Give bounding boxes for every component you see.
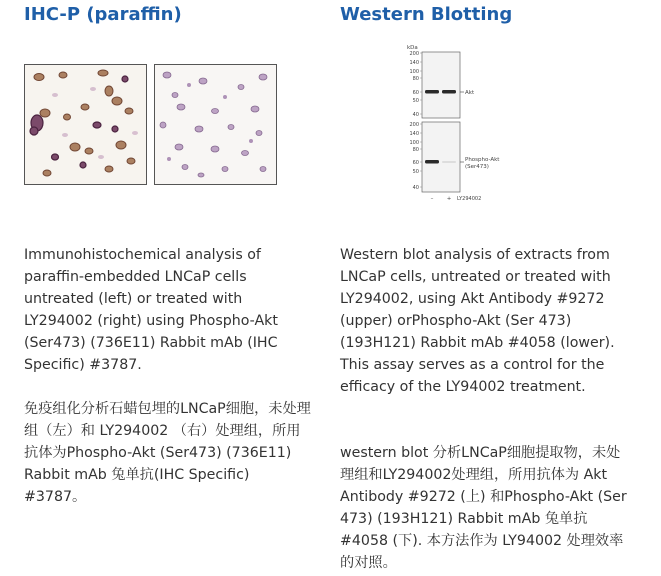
lane-plus-label: + — [446, 196, 452, 202]
marker-lower-50: 50 — [412, 169, 419, 175]
wb-heading: Western Blotting — [340, 4, 513, 25]
markers-lower — [409, 122, 419, 191]
blot-panel-upper — [422, 52, 460, 118]
micrograph-treated — [154, 64, 277, 185]
marker-upper-100: 100 — [409, 69, 419, 75]
band-upper-lane2 — [442, 90, 456, 94]
marker-upper-200: 200 — [409, 51, 419, 57]
marker-lower-60: 60 — [412, 160, 419, 166]
marker-lower-200: 200 — [409, 122, 419, 128]
band-upper-label: Akt — [465, 90, 475, 96]
ihc-heading: IHC-P (paraffin) — [24, 4, 182, 25]
ihc-caption-en: Immunohistochemical analysis of paraffin-embedded LNCaP cells untreated (left) or treated with LY294002 (right) using Phospho-Akt (Ser473) (736E11) Rabbit mAb (IHC Specific) #3787. — [24, 247, 278, 373]
marker-upper-140: 140 — [409, 60, 419, 66]
marker-upper-60: 60 — [412, 90, 419, 96]
band-lower-lane1 — [425, 160, 439, 164]
blot-panel-lower — [422, 122, 460, 192]
marker-lower-100: 100 — [409, 140, 419, 146]
treatment-label: LY294002 — [457, 196, 482, 202]
lane-minus-label: – — [430, 196, 434, 202]
kda-label: kDa — [407, 45, 418, 51]
ihc-caption-zh: 免疫组化分析石蜡包埋的LNCaP细胞，未处理组（左）和 LY294002 （右）处理组，所用抗体为Phospho-Akt (Ser473) (736E11) Rabbit mAb 兔单抗(IHC Specific) #3787。 — [24, 401, 311, 505]
wb-caption-en: Western blot analysis of extracts from LNCaP cells, untreated or treated with LY294002, using Akt Antibody #9272 (upper) orPhospho-Akt (Ser 473) (193H121) Rabbit mAb #4058 (lower). This assay serves as a control for the efficacy of the LY94002 treatment. — [340, 247, 615, 395]
band-lower-label-1: Phospho-Akt — [465, 157, 500, 163]
western-blot-figure — [395, 40, 585, 210]
marker-lower-40: 40 — [412, 185, 419, 191]
marker-upper-40: 40 — [412, 112, 419, 118]
micrograph-untreated-image — [25, 65, 146, 184]
ihc-section — [24, 0, 314, 505]
western-blot-section — [340, 0, 640, 571]
band-upper-lane1 — [425, 90, 439, 94]
marker-upper-80: 80 — [412, 76, 419, 82]
marker-lower-140: 140 — [409, 131, 419, 137]
marker-upper-50: 50 — [412, 98, 419, 104]
band-lower-lane2 — [442, 161, 456, 163]
micrograph-treated-image — [155, 65, 276, 184]
marker-lower-80: 80 — [412, 147, 419, 153]
band-lower-label-2: (Ser473) — [465, 164, 489, 170]
markers-upper — [409, 51, 419, 118]
micrograph-untreated — [24, 64, 147, 185]
wb-caption-zh: western blot 分析LNCaP细胞提取物，未处理组和LY294002处理组，所用抗体为 Akt Antibody #9272 (上) 和Phospho-Akt (Ser 473) (193H121) Rabbit mAb 兔单抗 #4058 (下). 本方法作为 LY94002 处理效率的对照。 — [340, 445, 627, 571]
